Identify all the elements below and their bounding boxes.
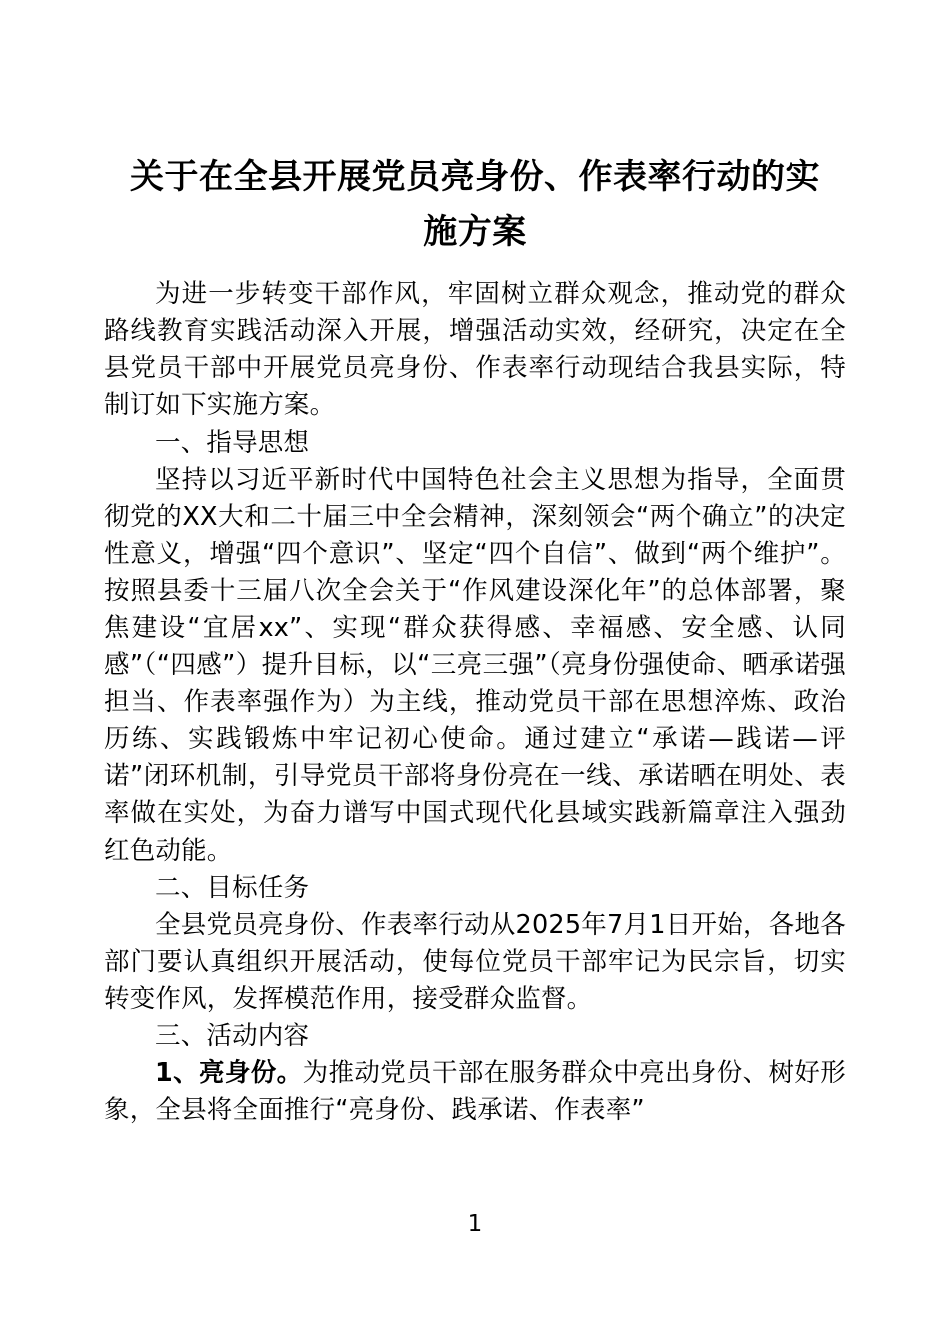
page-number: 1 bbox=[467, 1211, 483, 1237]
heading-section-2: 二、目标任务 bbox=[155, 872, 310, 903]
paragraph-section-2-body: 全县党员亮身份、作表率行动从2025年7月1日开始，各地各部门要认真组织开展活动，使每位党员干部牢记为民宗旨，切实转变作风，发挥模范作用，接受群众监督。 bbox=[104, 909, 846, 1014]
paragraph-section-1-body: 坚持以习近平新时代中国特色社会主义思想为指导，全面贯彻党的XX大和二十届三中全会精神，深刻领会“两个确立”的决定性意义，增强“四个意识”、坚定“四个自信”、做到“两个维护”。按照县委十三届八次全会关于“作风建设深化年”的总体部署，聚焦建设“宜居xx”、实现“群众获得感、幸福感、安全感、认同感”（“四感”）提升目标，以“三亮三强”（亮身份强使命、晒承诺强担当、作表率强作为）为主线，推动党员干部在思想淬炼、政治历练、实践锻炼中牢记初心使命。通过建立“承诺—践诺—评诺”闭环机制，引导党员干部将身份亮在一线、承诺晒在明处、表率做在实处，为奋力谱写中国式现代化县域实践新篇章注入强劲红色动能。 bbox=[104, 464, 846, 866]
paragraph-item-1 bbox=[104, 1055, 846, 1129]
item-1-text: 为推动党员干部在服务群众中亮出身份、树好形象，全县将全面推行“亮身份、践承诺、作表率” bbox=[104, 1058, 846, 1126]
heading-section-3: 三、活动内容 bbox=[155, 1021, 310, 1052]
heading-section-1: 一、指导思想 bbox=[155, 427, 310, 458]
item-1-label: 1、亮身份。 bbox=[155, 1058, 303, 1089]
paragraph-opening: 为进一步转变干部作风，牢固树立群众观念，推动党的群众路线教育实践活动深入开展，增强活动实效，经研究，决定在全县党员干部中开展党员亮身份、作表率行动现结合我县实际，特制订如下实施方案。 bbox=[104, 279, 846, 421]
page-title: 关于在全县开展党员亮身份、作表率行动的实施方案 bbox=[130, 157, 820, 253]
